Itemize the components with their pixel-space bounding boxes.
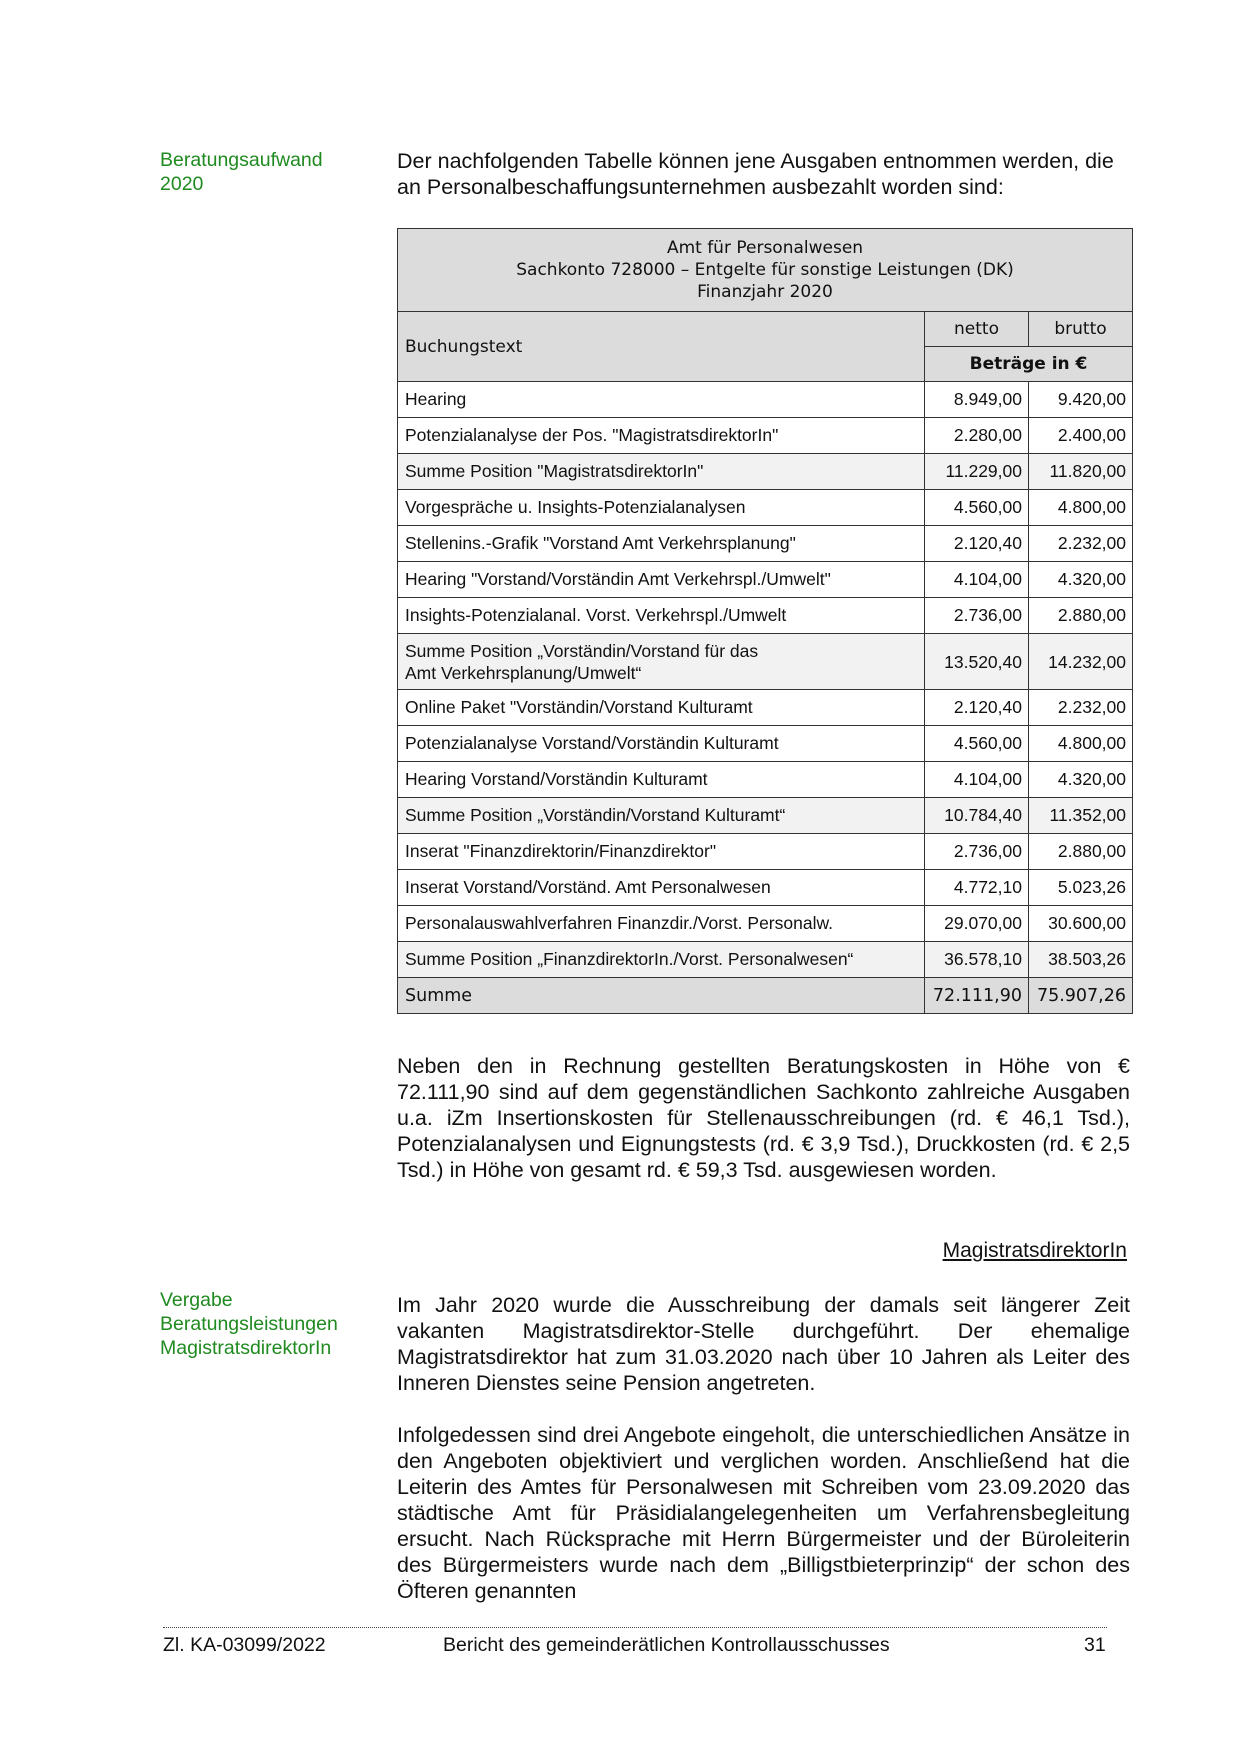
table-title-line: Amt für Personalwesen [666,238,864,258]
table-row [398,382,1133,418]
row-brutto: 2.880,00 [1029,598,1133,634]
row-text: Hearing "Vorstand/Vorständin Amt Verkehrspl./Umwelt" [398,562,925,598]
row-text-line: Summe Position „Vorständin/Vorstand für das [405,640,759,661]
row-netto: 8.949,00 [925,382,1029,418]
table-row [398,490,1133,526]
row-brutto: 38.503,26 [1029,942,1133,978]
row-brutto: 4.800,00 [1029,490,1133,526]
row-text: Personalauswahlverfahren Finanzdir./Vorst. Personalw. [398,906,925,942]
row-text: Hearing [398,382,925,418]
col-header-netto: netto [925,312,1029,347]
expense-table [397,228,1133,1014]
row-brutto: 2.400,00 [1029,418,1133,454]
row-brutto: 5.023,26 [1029,870,1133,906]
procedure-paragraph: Infolgedessen sind drei Angebote eingeholt, die unterschiedlichen Ansätze in den Angeboten objektiviert und verglichen worden. Anschließend hat die Leiterin des Amtes für Personalwesen mit Schreiben vom 23.09.2020 das städtische Amt für Präsidialangelegenheiten um Verfahrensbegleitung ersucht. Nach Rücksprache mit Herrn Bürgermeister und der Büroleiterin des Bürgermeisters wurde nach dem „Billigstbieterprinzip“ der schon des Öfteren genannten [397,1423,1130,1603]
margin-note-beratungsaufwand [160,148,360,196]
margin-note-line: Beratungsaufwand [160,149,323,171]
row-text: Stellenins.-Grafik "Vorstand Amt Verkehrsplanung" [398,526,925,562]
row-brutto: 30.600,00 [1029,906,1133,942]
row-brutto: 4.320,00 [1029,762,1133,798]
row-text: Hearing Vorstand/Vorständin Kulturamt [398,762,925,798]
row-text: Summe [398,978,925,1014]
intro-paragraph: Der nachfolgenden Tabelle können jene Ausgaben entnommen werden, die an Personalbeschaffungsunternehmen ausbezahlt worden sind: [397,149,1114,199]
row-netto: 10.784,40 [925,798,1029,834]
row-netto: 72.111,90 [925,978,1029,1014]
table-row [398,562,1133,598]
row-netto: 4.772,10 [925,870,1029,906]
table-row-subtotal [398,942,1133,978]
row-brutto: 14.232,00 [1029,634,1133,690]
row-netto: 11.229,00 [925,454,1029,490]
row-text: Inserat Vorstand/Vorständ. Amt Personalwesen [398,870,925,906]
table-row [398,906,1133,942]
row-brutto: 75.907,26 [1029,978,1133,1014]
table-title-line: Sachkonto 728000 – Entgelte für sonstige Leistungen (DK) [516,260,1014,280]
row-text: Inserat "Finanzdirektorin/Finanzdirektor" [398,834,925,870]
row-netto: 29.070,00 [925,906,1029,942]
page-number: 31 [1084,1634,1106,1656]
footer-title: Bericht des gemeinderätlichen Kontrollausschusses [443,1634,890,1656]
row-brutto: 9.420,00 [1029,382,1133,418]
row-brutto: 2.232,00 [1029,690,1133,726]
row-text-line: Amt Verkehrsplanung/Umwelt“ [405,662,642,683]
row-netto: 36.578,10 [925,942,1029,978]
unit-header: Beträge in € [925,347,1133,382]
table-row [398,526,1133,562]
table-row [398,762,1133,798]
table-title-line: Finanzjahr 2020 [697,282,833,302]
section-heading-magistratsdirektorin: MagistratsdirektorIn [942,1239,1127,1262]
footer-reference: Zl. KA-03099/2022 [163,1634,326,1656]
margin-note-line: Vergabe [160,1289,233,1311]
row-netto: 4.560,00 [925,490,1029,526]
row-brutto: 11.352,00 [1029,798,1133,834]
row-netto: 4.560,00 [925,726,1029,762]
table-row [398,418,1133,454]
row-netto: 2.736,00 [925,834,1029,870]
row-netto: 13.520,40 [925,634,1029,690]
table-row [398,726,1133,762]
row-brutto: 2.232,00 [1029,526,1133,562]
row-brutto: 4.800,00 [1029,726,1133,762]
table-row [398,690,1133,726]
row-text: Potenzialanalyse der Pos. "MagistratsdirektorIn" [398,418,925,454]
col-header-buchungstext: Buchungstext [398,312,925,382]
row-text: Insights-Potenzialanal. Vorst. Verkehrspl./Umwelt [398,598,925,634]
margin-note-line: 2020 [160,173,204,195]
table-row [398,870,1133,906]
row-text: Summe Position „FinanzdirektorIn./Vorst. Personalwesen“ [398,942,925,978]
table-title [398,229,1133,312]
row-netto: 2.120,40 [925,526,1029,562]
table-row-subtotal [398,634,1133,690]
table-row-subtotal [398,454,1133,490]
margin-note-line: Beratungsleistungen [160,1313,338,1335]
row-text: Vorgespräche u. Insights-Potenzialanalysen [398,490,925,526]
row-text: Online Paket "Vorständin/Vorstand Kulturamt [398,690,925,726]
vacancy-paragraph: Im Jahr 2020 wurde die Ausschreibung der damals seit längerer Zeit vakanten Magistratsdirektor-Stelle durchgeführt. Der ehemalige Magistratsdirektor hat zum 31.03.2020 nach über 10 Jahren als Leiter des Inneren Dienstes seine Pension angetreten. [397,1293,1130,1395]
row-netto: 2.736,00 [925,598,1029,634]
footer-divider [163,1627,1107,1628]
table-row [398,834,1133,870]
row-brutto: 2.880,00 [1029,834,1133,870]
row-netto: 4.104,00 [925,562,1029,598]
cost-paragraph: Neben den in Rechnung gestellten Beratungskosten in Höhe von € 72.111,90 sind auf dem gegenständlichen Sachkonto zahlreiche Ausgaben u.a. iZm Insertionskosten für Stellenausschreibungen (rd. € 46,1 Tsd.), Potenzialanalysen und Eignungstests (rd. € 3,9 Tsd.), Druckkosten (rd. € 2,5 Tsd.) in Höhe von gesamt rd. € 59,3 Tsd. ausgewiesen worden. [397,1054,1130,1182]
table-row-subtotal [398,798,1133,834]
table-row-total [398,978,1133,1014]
col-header-brutto: brutto [1029,312,1133,347]
row-brutto: 11.820,00 [1029,454,1133,490]
row-netto: 4.104,00 [925,762,1029,798]
row-netto: 2.120,40 [925,690,1029,726]
table-row [398,598,1133,634]
row-text [398,634,925,690]
row-text: Summe Position „Vorständin/Vorstand Kulturamt“ [398,798,925,834]
margin-note-vergabe [160,1288,360,1360]
row-text: Potenzialanalyse Vorstand/Vorständin Kulturamt [398,726,925,762]
row-text: Summe Position "MagistratsdirektorIn" [398,454,925,490]
row-netto: 2.280,00 [925,418,1029,454]
row-brutto: 4.320,00 [1029,562,1133,598]
margin-note-line: MagistratsdirektorIn [160,1337,332,1359]
